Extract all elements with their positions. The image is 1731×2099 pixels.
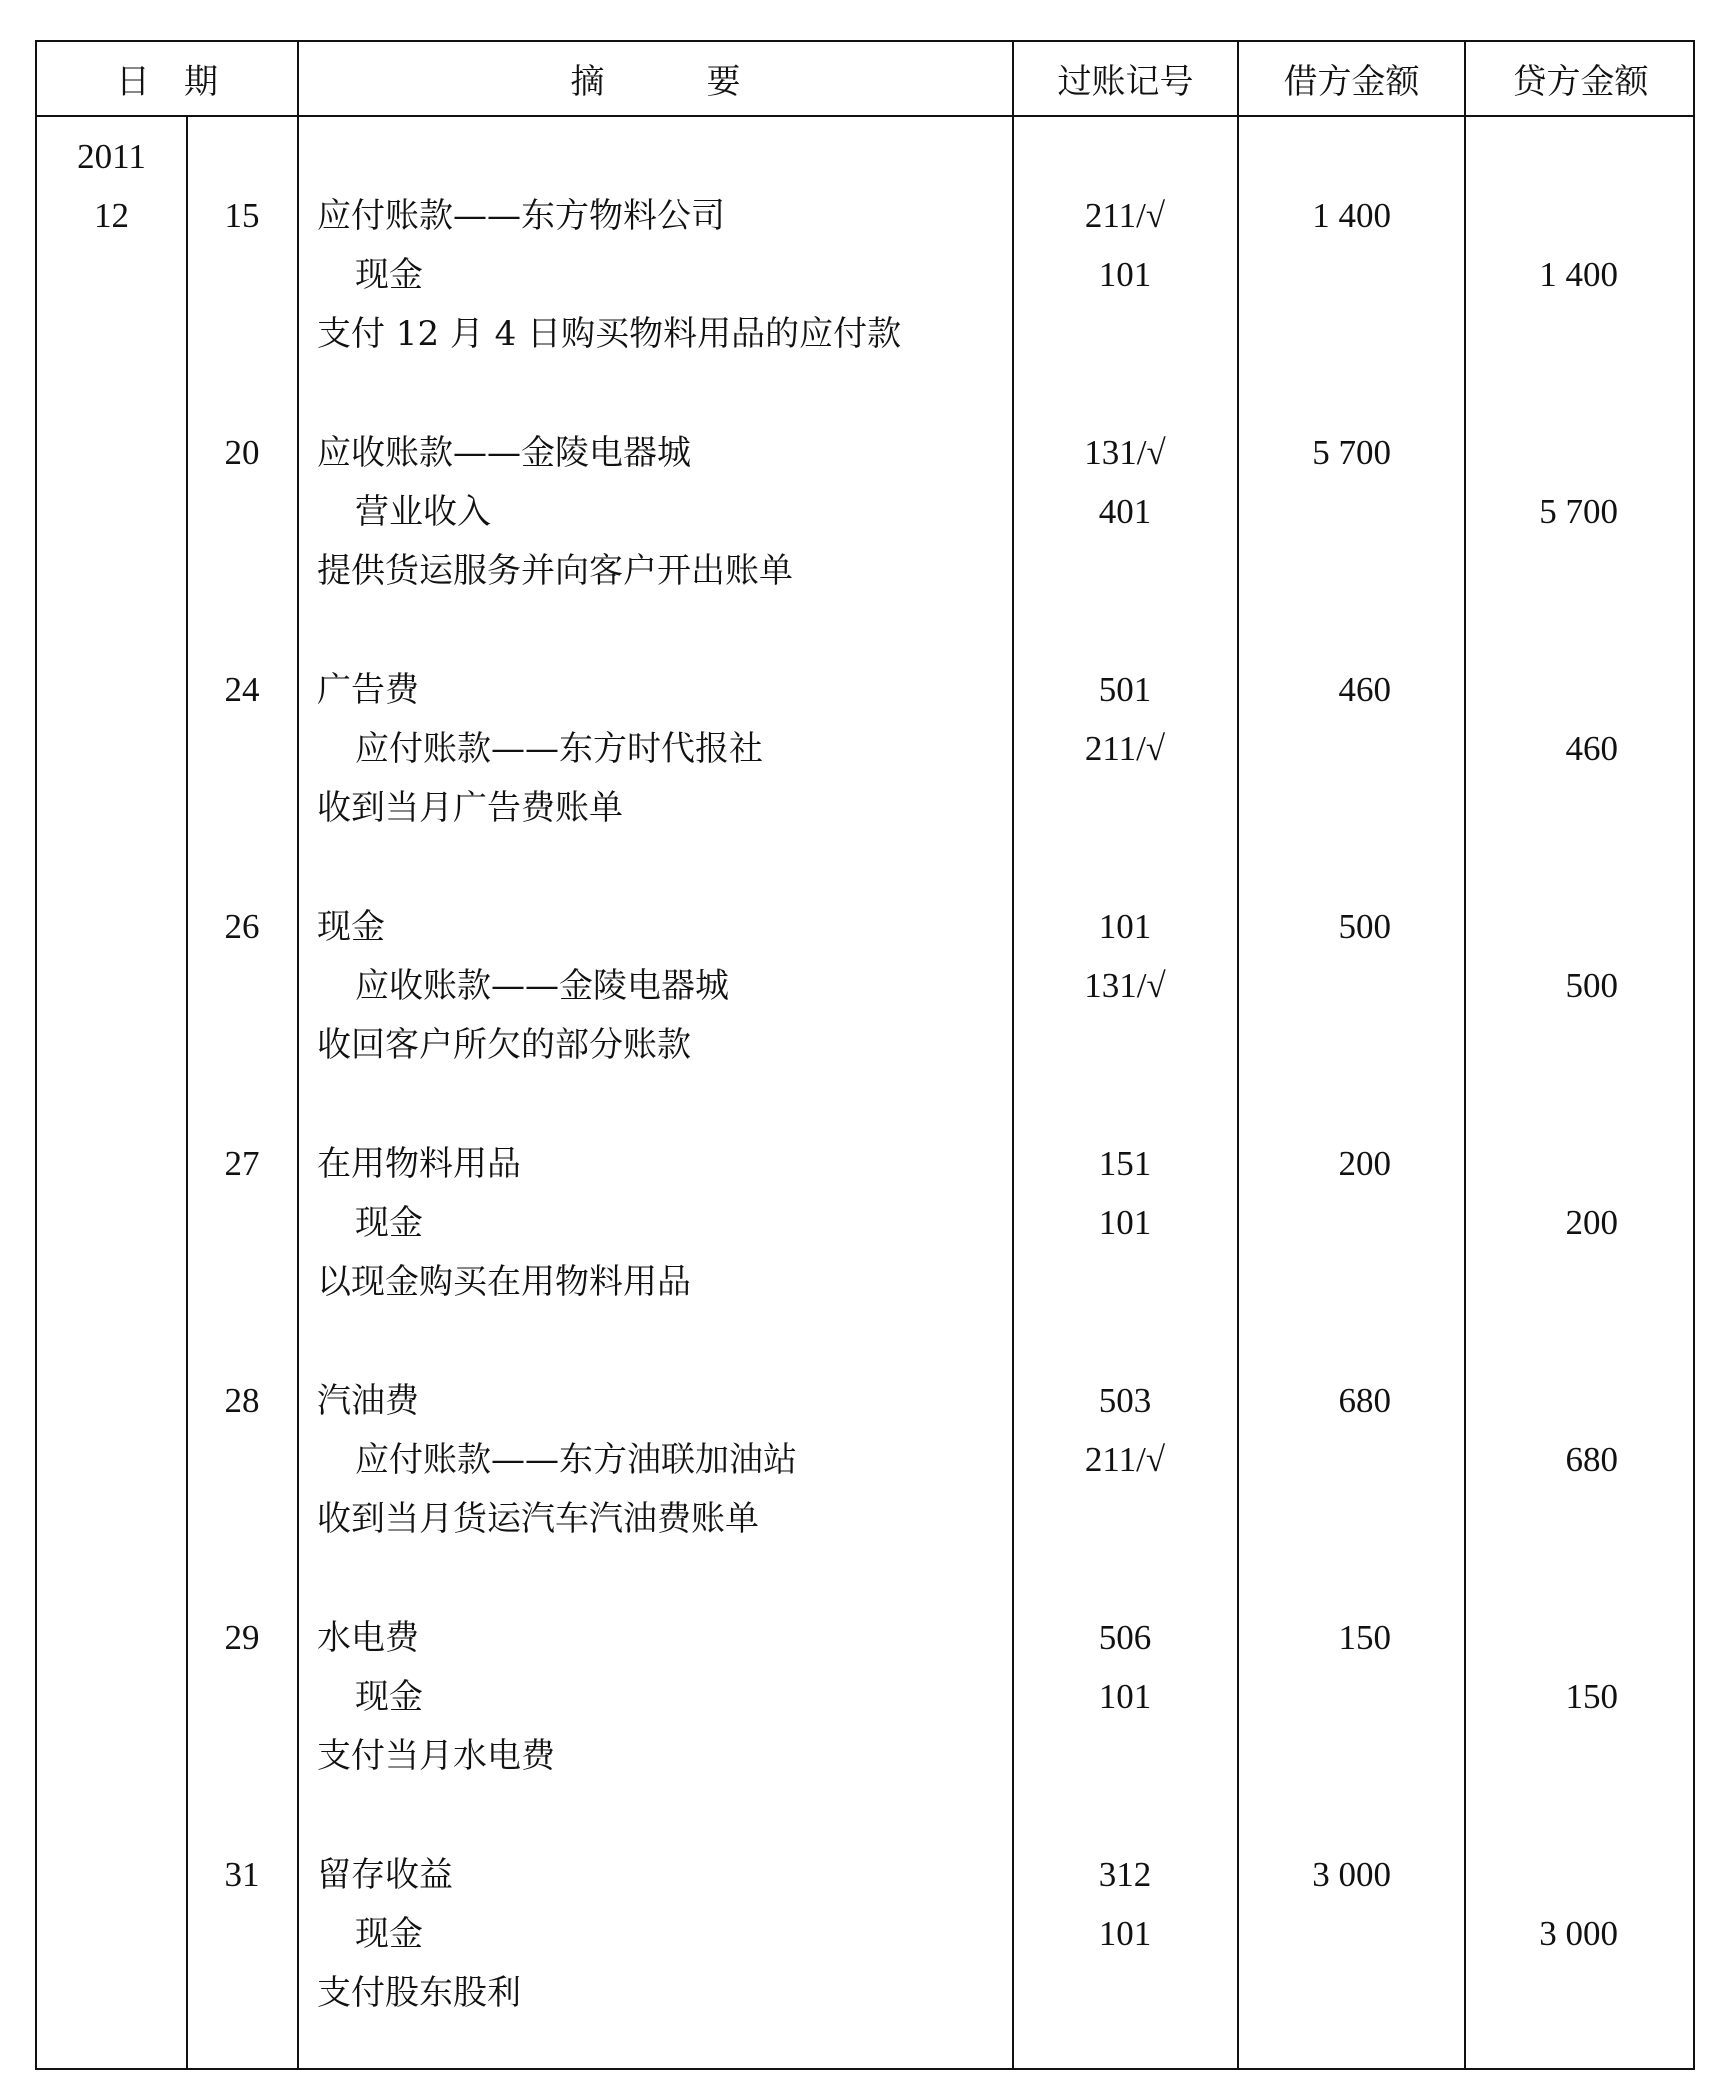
entry-credit-ref: 211/√ xyxy=(1084,1440,1166,1479)
entry-debit-account: 汽油费 xyxy=(317,1381,419,1421)
entry-credit-amount: 500 xyxy=(1565,966,1618,1005)
entry-credit-account: 现金 xyxy=(355,255,423,295)
entry-debit-amount: 200 xyxy=(1338,1144,1391,1183)
entry-debit-amount: 680 xyxy=(1338,1381,1391,1420)
journal-table xyxy=(35,40,1695,2070)
entry-memo: 提供货运服务并向客户开出账单 xyxy=(317,551,793,591)
entry-memo: 支付当月水电费 xyxy=(317,1736,555,1776)
entry-credit-account: 现金 xyxy=(355,1203,423,1243)
entry-debit-amount: 5 700 xyxy=(1312,433,1391,472)
entry-memo: 支付股东股利 xyxy=(317,1973,521,2013)
entry-credit-ref: 101 xyxy=(1098,1914,1152,1953)
entry-credit-amount: 1 400 xyxy=(1539,255,1618,294)
year-cell: 2011 xyxy=(77,137,146,176)
entry-credit-ref: 211/√ xyxy=(1084,729,1166,768)
entry-memo: 收到当月货运汽车汽油费账单 xyxy=(317,1499,759,1539)
entry-debit-ref: 101 xyxy=(1098,907,1152,946)
entry-credit-account: 营业收入 xyxy=(355,492,491,532)
entry-debit-account: 应收账款——金陵电器城 xyxy=(317,433,691,473)
entry-day: 24 xyxy=(224,670,260,709)
entry-debit-ref: 506 xyxy=(1098,1618,1152,1657)
entry-memo: 收回客户所欠的部分账款 xyxy=(317,1025,691,1065)
header-summary: 摘 要 xyxy=(570,62,741,102)
header-date: 日 期 xyxy=(116,62,218,102)
entry-credit-ref: 101 xyxy=(1098,1203,1152,1242)
entry-debit-ref: 501 xyxy=(1098,670,1152,709)
entry-day: 15 xyxy=(224,196,260,235)
entry-memo: 以现金购买在用物料用品 xyxy=(317,1262,691,1302)
header-rule xyxy=(37,115,1693,117)
entry-debit-ref: 211/√ xyxy=(1084,196,1166,235)
entry-debit-amount: 150 xyxy=(1338,1618,1391,1657)
entry-credit-ref: 131/√ xyxy=(1084,966,1166,1005)
entry-day: 29 xyxy=(224,1618,260,1657)
header-posting-ref: 过账记号 xyxy=(1057,62,1194,102)
entry-credit-amount: 3 000 xyxy=(1539,1914,1618,1953)
entry-day: 28 xyxy=(224,1381,260,1420)
entry-credit-ref: 101 xyxy=(1098,1677,1152,1716)
entry-credit-amount: 150 xyxy=(1565,1677,1618,1716)
entry-debit-account: 水电费 xyxy=(317,1618,419,1658)
rule-debit-credit xyxy=(1464,42,1466,2068)
entry-day: 27 xyxy=(224,1144,260,1183)
rule-month-day xyxy=(186,115,188,2068)
entry-credit-ref: 401 xyxy=(1098,492,1152,531)
month-cell: 12 xyxy=(94,196,129,235)
header-credit: 贷方金额 xyxy=(1512,62,1649,102)
entry-credit-account: 应收账款——金陵电器城 xyxy=(355,966,729,1006)
rule-summary-ref xyxy=(1012,42,1014,2068)
entry-day: 31 xyxy=(224,1855,260,1894)
entry-debit-account: 在用物料用品 xyxy=(317,1144,521,1184)
entry-credit-amount: 460 xyxy=(1565,729,1618,768)
entry-debit-account: 广告费 xyxy=(317,670,419,710)
header-debit: 借方金额 xyxy=(1283,62,1420,102)
entry-credit-amount: 5 700 xyxy=(1539,492,1618,531)
entry-debit-account: 应付账款——东方物料公司 xyxy=(317,196,725,236)
rule-date-summary xyxy=(297,42,299,2068)
entry-day: 20 xyxy=(224,433,260,472)
entry-debit-ref: 151 xyxy=(1098,1144,1152,1183)
entry-credit-account: 现金 xyxy=(355,1914,423,1954)
entry-debit-amount: 3 000 xyxy=(1312,1855,1391,1894)
entry-memo: 收到当月广告费账单 xyxy=(317,788,623,828)
entry-day: 26 xyxy=(224,907,260,946)
entry-credit-amount: 680 xyxy=(1565,1440,1618,1479)
entry-debit-amount: 1 400 xyxy=(1312,196,1391,235)
entry-debit-ref: 503 xyxy=(1098,1381,1152,1420)
entry-debit-amount: 460 xyxy=(1338,670,1391,709)
entry-credit-ref: 101 xyxy=(1098,255,1152,294)
entry-credit-amount: 200 xyxy=(1565,1203,1618,1242)
entry-credit-account: 应付账款——东方油联加油站 xyxy=(355,1440,797,1480)
entry-memo: 支付 12 月 4 日购买物料用品的应付款 xyxy=(317,314,902,354)
entry-debit-amount: 500 xyxy=(1338,907,1391,946)
entry-debit-ref: 131/√ xyxy=(1084,433,1166,472)
entry-debit-account: 留存收益 xyxy=(317,1855,453,1895)
rule-ref-debit xyxy=(1237,42,1239,2068)
entry-credit-account: 应付账款——东方时代报社 xyxy=(355,729,763,769)
entry-debit-ref: 312 xyxy=(1098,1855,1152,1894)
entry-debit-account: 现金 xyxy=(317,907,385,947)
entry-credit-account: 现金 xyxy=(355,1677,423,1717)
